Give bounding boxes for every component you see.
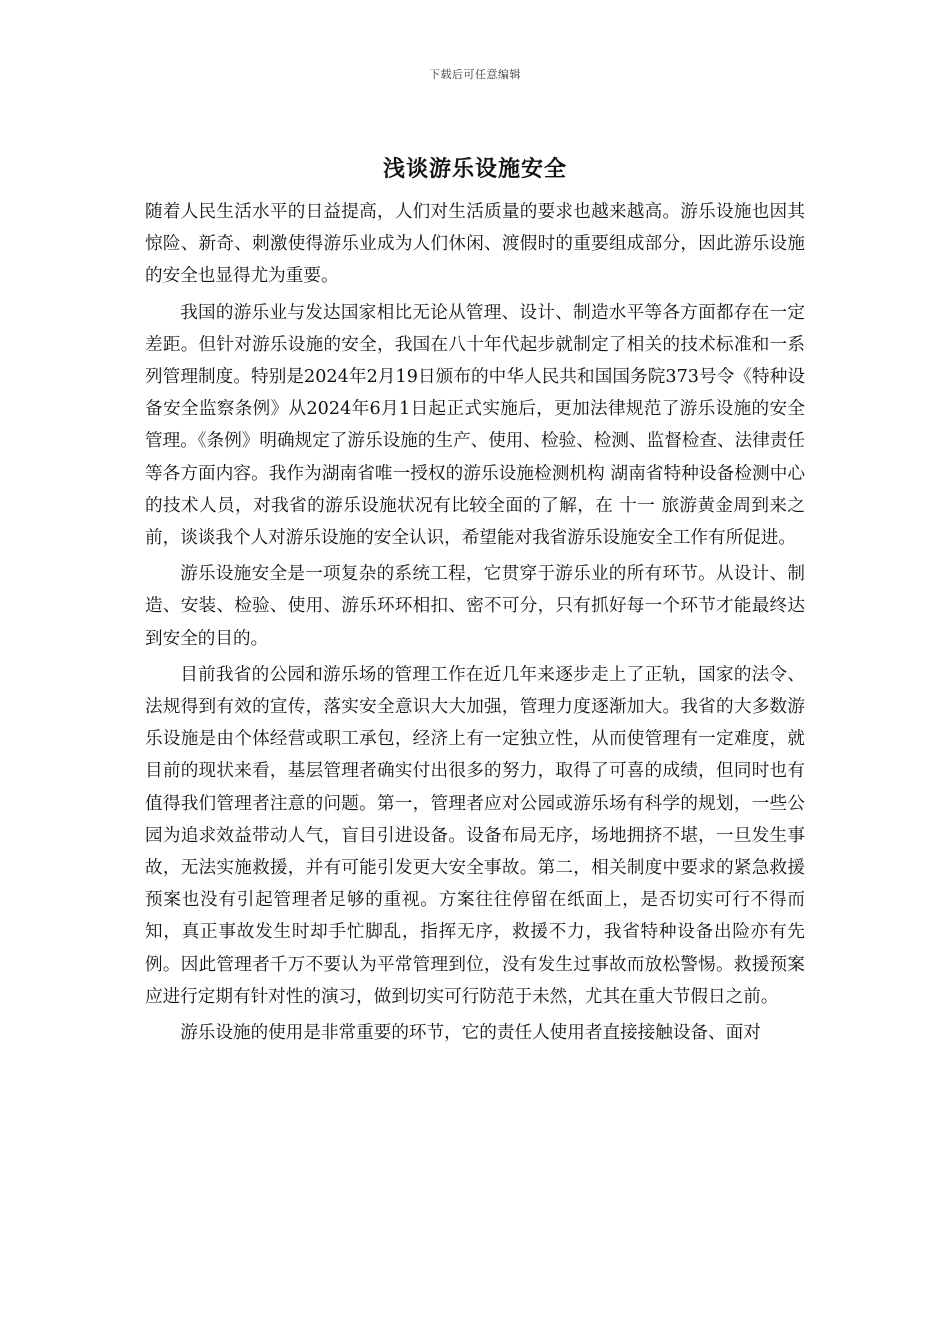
- document-body: [145, 196, 805, 1049]
- paragraph-management: 目前我省的公园和游乐场的管理工作在近几年来逐步走上了正轨，国家的法令、法规得到有效的宣传，落实安全意识大大加强，管理力度逐渐加大。我省的大多数游乐设施是由个体经营或职工承包，经济上有一定独立性，从而使管理有一定难度，就目前的现状来看，基层管理者确实付出很多的努力，取得了可喜的成绩，但同时也有值得我们管理者注意的问题。第一，管理者应对公园或游乐场有科学的规划，一些公园为追求效益带动人气，盲目引进设备。设备布局无序，场地拥挤不堪，一旦发生事故，无法实施救援，并有可能引发更大安全事故。第二，相关制度中要求的紧急救援预案也没有引起管理者足够的重视。方案往往停留在纸面上，是否切实可行不得而知，真正事故发生时却手忙脚乱，指挥无序，救援不力，我省特种设备出险亦有先例。因此管理者千万不要认为平常管理到位，没有发生过事故而放松警惕。救援预案应进行定期有针对性的演习，做到切实可行防范于未然，尤其在重大节假日之前。: [145, 664, 805, 1007]
- paragraph-usage: 游乐设施的使用是非常重要的环节，它的责任人使用者直接接触设备、面对: [180, 1023, 761, 1044]
- paragraph-regulations: 我国的游乐业与发达国家相比无论从管理、设计、制造水平等各方面都存在一定差距。但针对游乐设施的安全，我国在八十年代起步就制定了相关的技术标准和一系列管理制度。特别是2024年2月19日颁布的中华人民共和国国务院373号令《特种设备安全监察条例》从2024年6月1日起正式实施后，更加法律规范了游乐设施的安全管理。《条例》明确规定了游乐设施的生产、使用、检验、检测、监督检查、法律责任等各方面内容。我作为湖南省唯一授权的游乐设施检测机构 湖南省特种设备检测中心的技术人员，对我省的游乐设施状况有比较全面的了解，在 十一 旅游黄金周到来之前，谈谈我个人对游乐设施的安全认识，希望能对我省游乐设施安全工作有所促进。: [145, 302, 805, 549]
- paragraph-intro: 随着人民生活水平的日益提高，人们对生活质量的要求也越来越高。游乐设施也因其惊险、新奇、刺激使得游乐业成为人们休闲、渡假时的重要组成部分，因此游乐设施的安全也显得尤为重要。: [145, 202, 805, 287]
- header-note: 下载后可任意编辑: [429, 68, 521, 81]
- paragraph-system-engineering: 游乐设施安全是一项复杂的系统工程，它贯穿于游乐业的所有环节。从设计、制造、安装、检验、使用、游乐环环相扣、密不可分，只有抓好每一个环节才能最终达到安全的目的。: [145, 564, 805, 649]
- document-title: 浅谈游乐设施安全: [382, 156, 567, 182]
